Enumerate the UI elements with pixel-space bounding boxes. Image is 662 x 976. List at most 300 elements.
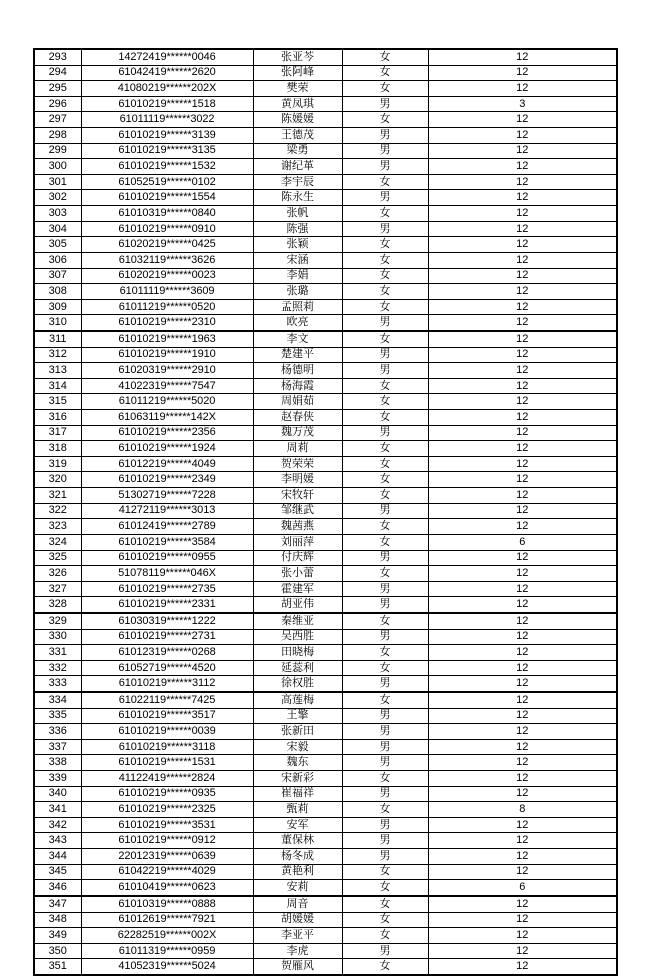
id-number-cell: 61011119******3609: [81, 284, 253, 300]
id-number-cell: 61032119******3626: [81, 252, 253, 268]
id-number-cell: 22012319******0639: [81, 849, 253, 865]
gender-cell: 女: [342, 65, 428, 81]
person-name-cell: 欧亮: [253, 315, 342, 331]
table-row[interactable]: [34, 849, 617, 865]
row-number-cell: 312: [34, 347, 81, 363]
table-row[interactable]: [34, 190, 617, 206]
table-row[interactable]: [34, 896, 617, 912]
months-cell: 12: [428, 174, 617, 190]
id-number-cell: 61063119******142X: [81, 410, 253, 426]
row-number-cell: 298: [34, 128, 81, 144]
row-number-cell: 294: [34, 65, 81, 81]
months-cell: 12: [428, 581, 617, 597]
id-number-cell: 61010219******1531: [81, 755, 253, 771]
table-row[interactable]: [34, 331, 617, 347]
person-name-cell: 王德茂: [253, 128, 342, 144]
table-row[interactable]: [34, 912, 617, 928]
row-number-cell: 336: [34, 724, 81, 740]
id-number-cell: 61011219******0520: [81, 299, 253, 315]
gender-cell: 女: [342, 959, 428, 975]
row-number-cell: 297: [34, 112, 81, 128]
months-cell: 12: [428, 566, 617, 582]
id-number-cell: 61012319******0268: [81, 645, 253, 661]
months-cell: 12: [428, 959, 617, 975]
gender-cell: 男: [342, 347, 428, 363]
gender-cell: 女: [342, 660, 428, 676]
row-number-cell: 326: [34, 566, 81, 582]
months-cell: 12: [428, 190, 617, 206]
row-number-cell: 347: [34, 896, 81, 912]
id-number-cell: 61042419******2620: [81, 65, 253, 81]
person-name-cell: 王擎: [253, 708, 342, 724]
gender-cell: 男: [342, 581, 428, 597]
table-row[interactable]: [34, 299, 617, 315]
person-name-cell: 张新田: [253, 724, 342, 740]
person-name-cell: 延蕊利: [253, 660, 342, 676]
table-row[interactable]: [34, 347, 617, 363]
months-cell: 12: [428, 315, 617, 331]
gender-cell: 女: [342, 802, 428, 818]
row-number-cell: 335: [34, 708, 81, 724]
id-number-cell: 61020219******0023: [81, 268, 253, 284]
person-name-cell: 张亚芩: [253, 49, 342, 65]
row-number-cell: 310: [34, 315, 81, 331]
months-cell: 12: [428, 252, 617, 268]
months-cell: 12: [428, 739, 617, 755]
months-cell: 12: [428, 786, 617, 802]
gender-cell: 女: [342, 566, 428, 582]
person-name-cell: 李文: [253, 331, 342, 347]
table-row[interactable]: [34, 629, 617, 645]
months-cell: 12: [428, 676, 617, 692]
gender-cell: 女: [342, 472, 428, 488]
row-number-cell: 339: [34, 771, 81, 787]
table-row[interactable]: [34, 410, 617, 426]
months-cell: 12: [428, 943, 617, 959]
table-row[interactable]: [34, 566, 617, 582]
row-number-cell: 340: [34, 786, 81, 802]
gender-cell: 男: [342, 833, 428, 849]
gender-cell: 女: [342, 864, 428, 880]
table-row[interactable]: [34, 645, 617, 661]
row-number-cell: 314: [34, 378, 81, 394]
row-number-cell: 299: [34, 143, 81, 159]
gender-cell: 女: [342, 519, 428, 535]
months-cell: 12: [428, 708, 617, 724]
table-row[interactable]: [34, 708, 617, 724]
months-cell: 12: [428, 771, 617, 787]
row-number-cell: 306: [34, 252, 81, 268]
gender-cell: 男: [342, 425, 428, 441]
person-name-cell: 秦维亚: [253, 613, 342, 629]
gender-cell: 男: [342, 159, 428, 175]
person-name-cell: 贺雁风: [253, 959, 342, 975]
row-number-cell: 302: [34, 190, 81, 206]
table-row[interactable]: [34, 472, 617, 488]
person-name-cell: 徐权胜: [253, 676, 342, 692]
table-row[interactable]: [34, 159, 617, 175]
person-name-cell: 李明媛: [253, 472, 342, 488]
row-number-cell: 334: [34, 692, 81, 708]
id-number-cell: 14272419******0046: [81, 49, 253, 65]
gender-cell: 男: [342, 597, 428, 613]
table-row[interactable]: [34, 378, 617, 394]
id-number-cell: 61010219******3531: [81, 817, 253, 833]
id-number-cell: 61010219******3517: [81, 708, 253, 724]
id-number-cell: 61030319******1222: [81, 613, 253, 629]
table-row[interactable]: [34, 613, 617, 629]
months-cell: 12: [428, 597, 617, 613]
row-number-cell: 315: [34, 394, 81, 410]
months-cell: 12: [428, 394, 617, 410]
months-cell: 12: [428, 503, 617, 519]
person-name-cell: 宋新彩: [253, 771, 342, 787]
table-row[interactable]: [34, 315, 617, 331]
months-cell: 12: [428, 488, 617, 504]
id-number-cell: 61010219******2735: [81, 581, 253, 597]
id-number-cell: 61010219******3135: [81, 143, 253, 159]
table-row[interactable]: [34, 692, 617, 708]
gender-cell: 男: [342, 849, 428, 865]
person-name-cell: 高莲梅: [253, 692, 342, 708]
months-cell: 12: [428, 928, 617, 944]
id-number-cell: 61010219******3118: [81, 739, 253, 755]
gender-cell: 男: [342, 817, 428, 833]
id-number-cell: 41080219******202X: [81, 81, 253, 97]
months-cell: 12: [428, 128, 617, 144]
row-number-cell: 311: [34, 331, 81, 347]
table-row[interactable]: [34, 802, 617, 818]
table-row[interactable]: [34, 817, 617, 833]
person-name-cell: 陈媛媛: [253, 112, 342, 128]
gender-cell: 女: [342, 378, 428, 394]
person-name-cell: 张颖: [253, 237, 342, 253]
table-row[interactable]: [34, 112, 617, 128]
person-name-cell: 黄艳利: [253, 864, 342, 880]
months-cell: 12: [428, 755, 617, 771]
id-number-cell: 61010219******1963: [81, 331, 253, 347]
table-row[interactable]: [34, 143, 617, 159]
months-cell: 12: [428, 81, 617, 97]
months-cell: 12: [428, 896, 617, 912]
months-cell: 12: [428, 645, 617, 661]
gender-cell: 男: [342, 221, 428, 237]
id-number-cell: 61011119******3022: [81, 112, 253, 128]
person-name-cell: 胡媛媛: [253, 912, 342, 928]
table-row[interactable]: [34, 96, 617, 112]
months-cell: 12: [428, 237, 617, 253]
id-number-cell: 61011319******0959: [81, 943, 253, 959]
gender-cell: 女: [342, 394, 428, 410]
gender-cell: 男: [342, 550, 428, 566]
row-number-cell: 301: [34, 174, 81, 190]
id-number-cell: 61010219******2356: [81, 425, 253, 441]
person-name-cell: 杨海霞: [253, 378, 342, 394]
row-number-cell: 351: [34, 959, 81, 975]
months-cell: 12: [428, 65, 617, 81]
gender-cell: 女: [342, 613, 428, 629]
person-name-cell: 陈永生: [253, 190, 342, 206]
months-cell: 12: [428, 912, 617, 928]
id-number-cell: 61052719******4520: [81, 660, 253, 676]
months-cell: 12: [428, 221, 617, 237]
gender-cell: 男: [342, 755, 428, 771]
table-row[interactable]: [34, 394, 617, 410]
id-number-cell: 41052319******5024: [81, 959, 253, 975]
table-row[interactable]: [34, 65, 617, 81]
months-cell: 8: [428, 802, 617, 818]
gender-cell: 女: [342, 928, 428, 944]
row-number-cell: 338: [34, 755, 81, 771]
id-number-cell: 61010219******1554: [81, 190, 253, 206]
months-cell: 12: [428, 456, 617, 472]
id-number-cell: 61012219******4049: [81, 456, 253, 472]
table-row[interactable]: [34, 206, 617, 222]
person-name-cell: 董保林: [253, 833, 342, 849]
table-row[interactable]: [34, 959, 617, 975]
row-number-cell: 350: [34, 943, 81, 959]
row-number-cell: 321: [34, 488, 81, 504]
table-row[interactable]: [34, 928, 617, 944]
gender-cell: 男: [342, 629, 428, 645]
months-cell: 12: [428, 864, 617, 880]
person-name-cell: 宋牧轩: [253, 488, 342, 504]
table-row[interactable]: [34, 284, 617, 300]
row-number-cell: 328: [34, 597, 81, 613]
person-name-cell: 刘丽萍: [253, 534, 342, 550]
months-cell: 12: [428, 49, 617, 65]
person-name-cell: 杨德明: [253, 363, 342, 379]
person-name-cell: 谢纪革: [253, 159, 342, 175]
person-name-cell: 梁勇: [253, 143, 342, 159]
gender-cell: 男: [342, 708, 428, 724]
person-name-cell: 周娟茹: [253, 394, 342, 410]
table-row[interactable]: [34, 221, 617, 237]
gender-cell: 女: [342, 488, 428, 504]
table-row[interactable]: [34, 441, 617, 457]
id-number-cell: 61010419******0623: [81, 880, 253, 896]
gender-cell: 女: [342, 268, 428, 284]
table-row[interactable]: [34, 456, 617, 472]
person-name-cell: 魏茜燕: [253, 519, 342, 535]
id-number-cell: 61010219******0039: [81, 724, 253, 740]
id-number-cell: 61010219******0910: [81, 221, 253, 237]
id-number-cell: 41122419******2824: [81, 771, 253, 787]
row-number-cell: 323: [34, 519, 81, 535]
months-cell: 12: [428, 613, 617, 629]
id-number-cell: 61012419******2789: [81, 519, 253, 535]
id-number-cell: 41022319******7547: [81, 378, 253, 394]
table-row[interactable]: [34, 81, 617, 97]
id-number-cell: 61010219******0935: [81, 786, 253, 802]
months-cell: 12: [428, 112, 617, 128]
gender-cell: 男: [342, 363, 428, 379]
gender-cell: 女: [342, 645, 428, 661]
id-number-cell: 61010219******3139: [81, 128, 253, 144]
person-name-cell: 楚建平: [253, 347, 342, 363]
id-number-cell: 61010219******2331: [81, 597, 253, 613]
id-number-cell: 51302719******7228: [81, 488, 253, 504]
table-row[interactable]: [34, 755, 617, 771]
gender-cell: 男: [342, 739, 428, 755]
id-number-cell: 61010219******2349: [81, 472, 253, 488]
person-name-cell: 张帆: [253, 206, 342, 222]
table-row[interactable]: [34, 252, 617, 268]
row-number-cell: 348: [34, 912, 81, 928]
table-row[interactable]: [34, 943, 617, 959]
table-row[interactable]: [34, 128, 617, 144]
person-name-cell: 邹继武: [253, 503, 342, 519]
person-name-cell: 魏万茂: [253, 425, 342, 441]
gender-cell: 男: [342, 190, 428, 206]
table-row[interactable]: [34, 724, 617, 740]
months-cell: 12: [428, 550, 617, 566]
gender-cell: 男: [342, 943, 428, 959]
person-name-cell: 孟照莉: [253, 299, 342, 315]
id-number-cell: 61010219******1924: [81, 441, 253, 457]
gender-cell: 男: [342, 503, 428, 519]
person-name-cell: 陈强: [253, 221, 342, 237]
table-row[interactable]: [34, 660, 617, 676]
person-name-cell: 魏东: [253, 755, 342, 771]
row-number-cell: 343: [34, 833, 81, 849]
person-name-cell: 李娟: [253, 268, 342, 284]
months-cell: 12: [428, 849, 617, 865]
person-name-cell: 周莉: [253, 441, 342, 457]
id-number-cell: 61011219******5020: [81, 394, 253, 410]
table-row[interactable]: [34, 597, 617, 613]
gender-cell: 男: [342, 96, 428, 112]
id-number-cell: 62282519******002X: [81, 928, 253, 944]
gender-cell: 女: [342, 771, 428, 787]
gender-cell: 女: [342, 880, 428, 896]
row-number-cell: 329: [34, 613, 81, 629]
person-name-cell: 贺荣荣: [253, 456, 342, 472]
person-name-cell: 周音: [253, 896, 342, 912]
person-name-cell: 张璐: [253, 284, 342, 300]
row-number-cell: 318: [34, 441, 81, 457]
table-row[interactable]: [34, 880, 617, 896]
id-number-cell: 61042219******4029: [81, 864, 253, 880]
table-row[interactable]: [34, 534, 617, 550]
row-number-cell: 295: [34, 81, 81, 97]
months-cell: 12: [428, 425, 617, 441]
id-number-cell: 61012619******7921: [81, 912, 253, 928]
table-row[interactable]: [34, 519, 617, 535]
gender-cell: 女: [342, 299, 428, 315]
table-row[interactable]: [34, 503, 617, 519]
months-cell: 12: [428, 284, 617, 300]
row-number-cell: 332: [34, 660, 81, 676]
person-name-cell: 张小蕾: [253, 566, 342, 582]
id-number-cell: 61010219******0955: [81, 550, 253, 566]
table-row[interactable]: [34, 174, 617, 190]
months-cell: 12: [428, 660, 617, 676]
id-number-cell: 61010219******3584: [81, 534, 253, 550]
row-number-cell: 322: [34, 503, 81, 519]
id-number-cell: 61010219******0912: [81, 833, 253, 849]
gender-cell: 女: [342, 112, 428, 128]
table-row[interactable]: [34, 581, 617, 597]
months-cell: 6: [428, 534, 617, 550]
row-number-cell: 345: [34, 864, 81, 880]
months-cell: 12: [428, 441, 617, 457]
person-name-cell: 崔福祥: [253, 786, 342, 802]
months-cell: 12: [428, 472, 617, 488]
gender-cell: 女: [342, 692, 428, 708]
person-name-cell: 付庆辉: [253, 550, 342, 566]
gender-cell: 男: [342, 724, 428, 740]
gender-cell: 男: [342, 786, 428, 802]
row-number-cell: 324: [34, 534, 81, 550]
person-name-cell: 安莉: [253, 880, 342, 896]
gender-cell: 女: [342, 534, 428, 550]
table-row[interactable]: [34, 425, 617, 441]
table-row[interactable]: [34, 739, 617, 755]
gender-cell: 女: [342, 252, 428, 268]
person-name-cell: 李虎: [253, 943, 342, 959]
row-number-cell: 305: [34, 237, 81, 253]
id-number-cell: 61010219******2325: [81, 802, 253, 818]
months-cell: 6: [428, 880, 617, 896]
table-row[interactable]: [34, 237, 617, 253]
table-row[interactable]: [34, 864, 617, 880]
months-cell: 12: [428, 268, 617, 284]
row-number-cell: 307: [34, 268, 81, 284]
id-number-cell: 61010219******2310: [81, 315, 253, 331]
person-name-cell: 甄莉: [253, 802, 342, 818]
months-cell: 12: [428, 833, 617, 849]
person-name-cell: 吴西胜: [253, 629, 342, 645]
months-cell: 12: [428, 331, 617, 347]
table-row[interactable]: [34, 49, 617, 65]
roster-table: [33, 48, 618, 976]
gender-cell: 女: [342, 81, 428, 97]
roster-table-body: [34, 49, 617, 975]
table-row[interactable]: [34, 488, 617, 504]
table-row[interactable]: [34, 268, 617, 284]
row-number-cell: 344: [34, 849, 81, 865]
row-number-cell: 327: [34, 581, 81, 597]
person-name-cell: 霍建军: [253, 581, 342, 597]
person-name-cell: 杨冬成: [253, 849, 342, 865]
row-number-cell: 330: [34, 629, 81, 645]
table-row[interactable]: [34, 771, 617, 787]
months-cell: 12: [428, 519, 617, 535]
gender-cell: 女: [342, 49, 428, 65]
table-row[interactable]: [34, 363, 617, 379]
table-row[interactable]: [34, 550, 617, 566]
table-row[interactable]: [34, 833, 617, 849]
id-number-cell: 61010219******1532: [81, 159, 253, 175]
months-cell: 12: [428, 724, 617, 740]
gender-cell: 女: [342, 237, 428, 253]
row-number-cell: 346: [34, 880, 81, 896]
months-cell: 12: [428, 159, 617, 175]
table-row[interactable]: [34, 676, 617, 692]
id-number-cell: 61010219******1518: [81, 96, 253, 112]
person-name-cell: 张阿峰: [253, 65, 342, 81]
gender-cell: 女: [342, 456, 428, 472]
person-name-cell: 田晓梅: [253, 645, 342, 661]
row-number-cell: 309: [34, 299, 81, 315]
id-number-cell: 41272119******3013: [81, 503, 253, 519]
months-cell: 12: [428, 143, 617, 159]
table-row[interactable]: [34, 786, 617, 802]
roster-table-container: [33, 48, 616, 976]
row-number-cell: 293: [34, 49, 81, 65]
row-number-cell: 349: [34, 928, 81, 944]
